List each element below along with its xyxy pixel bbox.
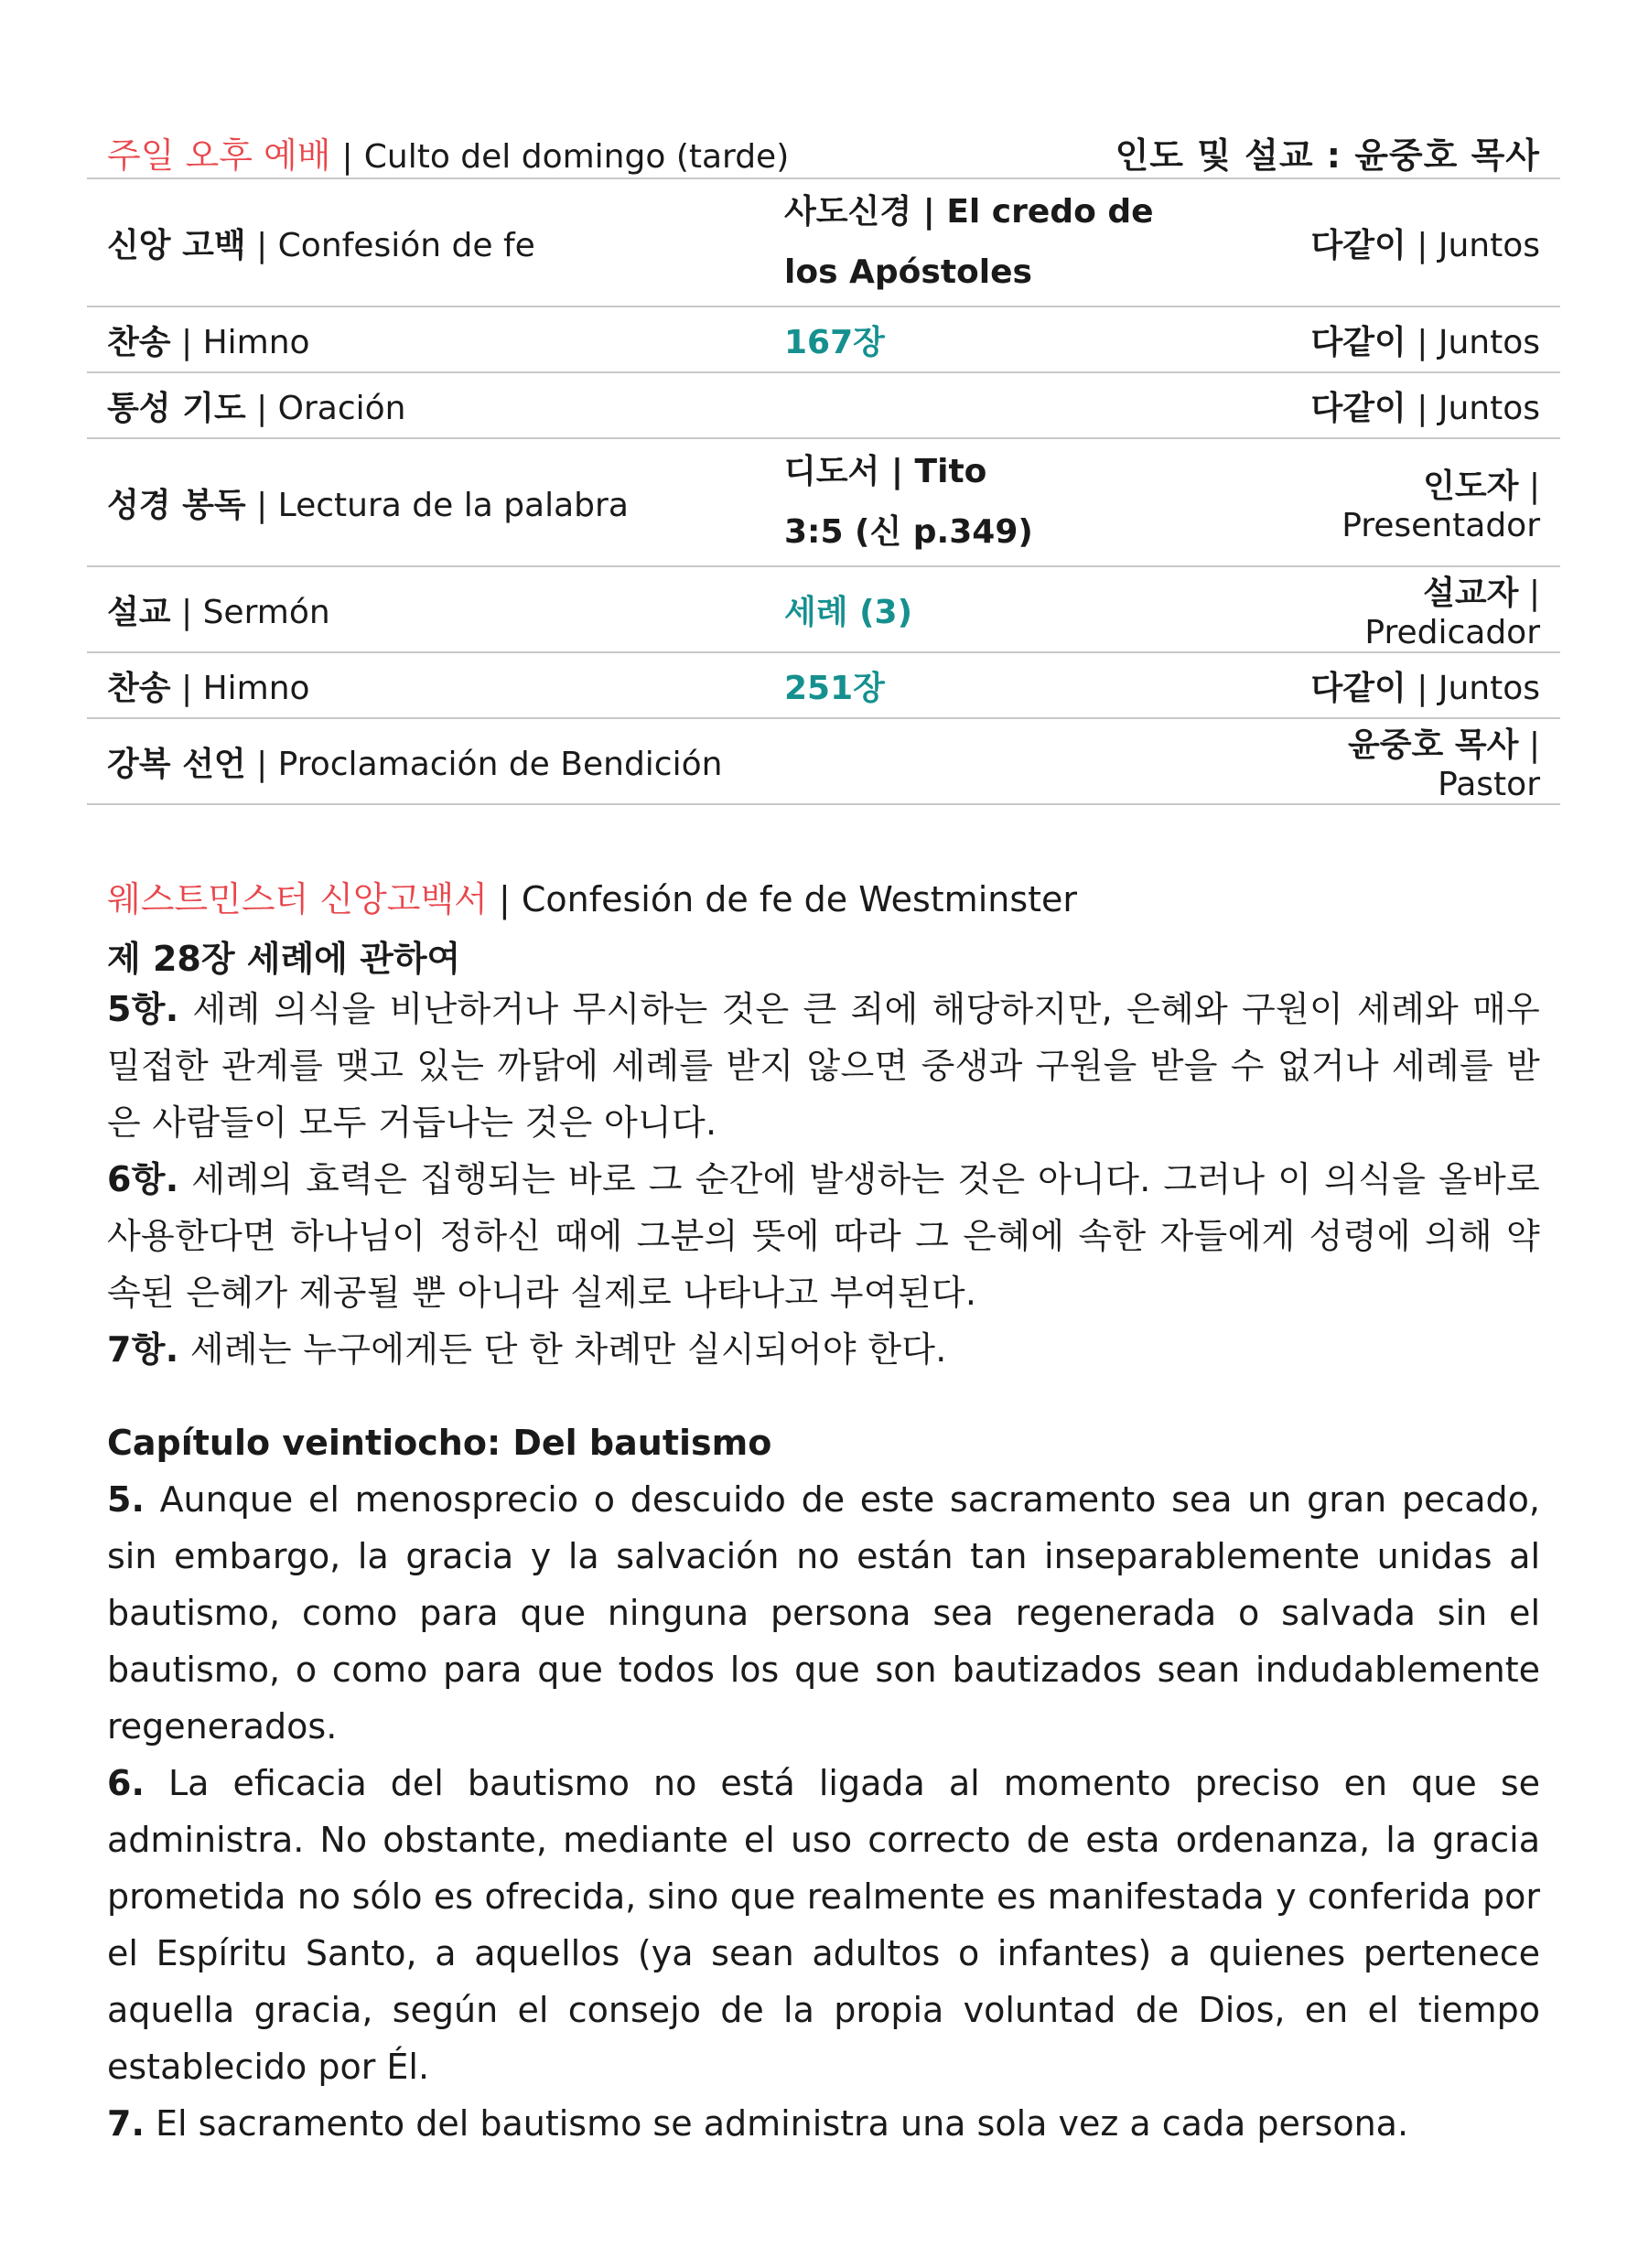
- order-item-es: Oración: [277, 389, 406, 427]
- confession-title-ko: 웨스트민스터 신앙고백서: [107, 879, 488, 919]
- service-title: [107, 127, 789, 177]
- order-item-ko: 찬송: [107, 669, 171, 707]
- participant-es: Juntos: [1438, 389, 1540, 427]
- hymn-number: 167장: [768, 306, 1225, 372]
- bulletin-page: [87, 101, 1560, 2152]
- article-number: 7.: [107, 2103, 145, 2144]
- order-detail: [768, 718, 1225, 804]
- participant-es: Pastor: [1438, 766, 1540, 803]
- participant-es: Juntos: [1438, 669, 1540, 707]
- participant-ko: 설교자: [1423, 575, 1519, 612]
- article-number: 5항.: [107, 989, 179, 1029]
- order-item-es: Himno: [202, 669, 310, 707]
- order-item: 성경 봉독 | Lectura de la palabra: [87, 438, 768, 566]
- order-detail: [768, 179, 1225, 306]
- confession-heading: [107, 871, 1540, 921]
- article-paragraph-ko: [107, 1151, 1540, 1321]
- order-participant: 다같이 | Juntos: [1225, 652, 1560, 718]
- order-item-es: Confesión de fe: [277, 226, 535, 264]
- order-item-es: Lectura de la palabra: [277, 486, 629, 524]
- order-participant: 다같이 | Juntos: [1225, 372, 1560, 438]
- participant-es: Predicador: [1364, 614, 1540, 651]
- article-number: 7항.: [107, 1329, 179, 1370]
- order-item: 찬송 | Himno: [87, 652, 768, 718]
- order-item-es: Himno: [202, 323, 310, 361]
- order-item-ko: 신앙 고백: [107, 226, 246, 264]
- sermon-title: 세례 (3): [768, 566, 1225, 652]
- confession-section: [87, 871, 1560, 2152]
- article-text: La eficacia del bautismo no está ligada al momento preciso en que se administra. No obstante, mediante el uso correcto de esta ordenanza, la gracia prometida no sólo es ofrecida, sino que realmente es manifestada y conferida por el Espíritu Santo, a aquellos (ya sean adultos o infantes) a quienes pertenece aquella gracia, según el consejo de la propia voluntad de Dios, en el tiempo establecido por Él.: [107, 1763, 1540, 2087]
- article-text: El sacramento del bautismo se administra una sola vez a cada persona.: [144, 2103, 1409, 2144]
- article-paragraph-es: [107, 2095, 1540, 2152]
- service-title-ko: 주일 오후 예배: [107, 135, 331, 176]
- order-participant: 인도자 | Presentador: [1225, 438, 1560, 566]
- order-detail-line2: los Apóstoles: [784, 253, 1032, 291]
- participant-es: Juntos: [1438, 226, 1540, 264]
- order-item-ko: 찬송: [107, 323, 171, 361]
- order-detail-line1: 사도신경 | El credo de: [784, 193, 1154, 231]
- order-item: 찬송 | Himno: [87, 306, 768, 372]
- order-item-es: Proclamación de Bendición: [277, 745, 723, 783]
- article-text: Aunque el menosprecio o descuido de este sacramento sea un gran pecado, sin embargo, la gracia y la salvación no están tan inseparablemente unidas al bautismo, como para que ninguna persona sea regenerada o salvada sin el bautismo, o como para que todos los que son bautizados sean indudablemente regenerados.: [107, 1479, 1540, 1747]
- article-text: 세례는 누구에게든 단 한 차례만 실시되어야 한다.: [178, 1329, 947, 1370]
- order-item-ko: 강복 선언: [107, 745, 246, 783]
- chapter-title-ko: 제 28장 세례에 관하여: [107, 939, 461, 979]
- order-of-worship-table: [87, 179, 1560, 805]
- participant-ko: 다같이: [1310, 323, 1406, 361]
- participant-ko: 인도자: [1423, 468, 1519, 505]
- table-row: [87, 718, 1560, 804]
- article-number: 6.: [107, 1763, 145, 1803]
- participant-es: Presentador: [1342, 507, 1540, 544]
- article-paragraph-ko: [107, 981, 1540, 1151]
- participant-ko: 다같이: [1310, 669, 1406, 707]
- order-item: 강복 선언 | Proclamación de Bendición: [87, 718, 768, 804]
- participant-es: Juntos: [1438, 323, 1540, 361]
- confession-separator: |: [498, 879, 511, 919]
- scripture-line2: 3:5 (신 p.349): [784, 513, 1033, 551]
- order-participant: 윤중호 목사 | Pastor: [1225, 718, 1560, 804]
- order-participant: 다같이 | Juntos: [1225, 306, 1560, 372]
- scripture-line1: 디도서 | Tito: [784, 453, 987, 490]
- order-item: 설교 | Sermón: [87, 566, 768, 652]
- article-number: 5.: [107, 1479, 145, 1520]
- participant-ko: 윤중호 목사: [1348, 726, 1519, 764]
- order-detail: [768, 372, 1225, 438]
- table-row: [87, 179, 1560, 306]
- scripture-reference: [768, 438, 1225, 566]
- table-row: [87, 566, 1560, 652]
- order-item: 신앙 고백 | Confesión de fe: [87, 179, 768, 306]
- order-item-ko: 성경 봉독: [107, 486, 246, 524]
- table-row: [87, 372, 1560, 438]
- order-participant: 설교자 | Predicador: [1225, 566, 1560, 652]
- chapter-title-es: Capítulo veintiocho: Del bautismo: [107, 1423, 772, 1463]
- service-header: [87, 101, 1560, 179]
- service-leader: 인도 및 설교 : 윤중호 목사: [1115, 135, 1540, 176]
- article-paragraph-ko: [107, 1321, 1540, 1378]
- service-title-es: Culto del domingo (tarde): [363, 138, 790, 176]
- article-text: 세례의 효력은 집행되는 바로 그 순간에 발생하는 것은 아니다. 그러나 이 의식을 올바로 사용한다면 하나님이 정하신 때에 그분의 뜻에 따라 그 은혜에 속한 자들에게 성령에 의해 약속된 은혜가 제공될 뿐 아니라 실제로 나타나고 부여된다.: [107, 1159, 1540, 1313]
- order-participant: 다같이 | Juntos: [1225, 179, 1560, 306]
- participant-ko: 다같이: [1310, 389, 1406, 427]
- order-item-ko: 통성 기도: [107, 389, 246, 427]
- order-item-ko: 설교: [107, 593, 171, 631]
- table-row: [87, 438, 1560, 566]
- article-number: 6항.: [107, 1159, 179, 1199]
- title-separator: |: [341, 138, 353, 176]
- article-paragraph-es: [107, 1471, 1540, 1755]
- order-item: 통성 기도 | Oración: [87, 372, 768, 438]
- hymn-number: 251장: [768, 652, 1225, 718]
- confession-title-es: Confesión de fe de Westminster: [521, 879, 1078, 919]
- participant-ko: 다같이: [1310, 226, 1406, 264]
- table-row: [87, 306, 1560, 372]
- article-text: 세례 의식을 비난하거나 무시하는 것은 큰 죄에 해당하지만, 은혜와 구원이 세례와 매우 밀접한 관계를 맺고 있는 까닭에 세례를 받지 않으면 중생과 구원을 받을 수 없거나 세례를 받은 사람들이 모두 거듭나는 것은 아니다.: [107, 989, 1540, 1143]
- order-item-es: Sermón: [202, 593, 330, 631]
- article-paragraph-es: [107, 1755, 1540, 2095]
- table-row: [87, 652, 1560, 718]
